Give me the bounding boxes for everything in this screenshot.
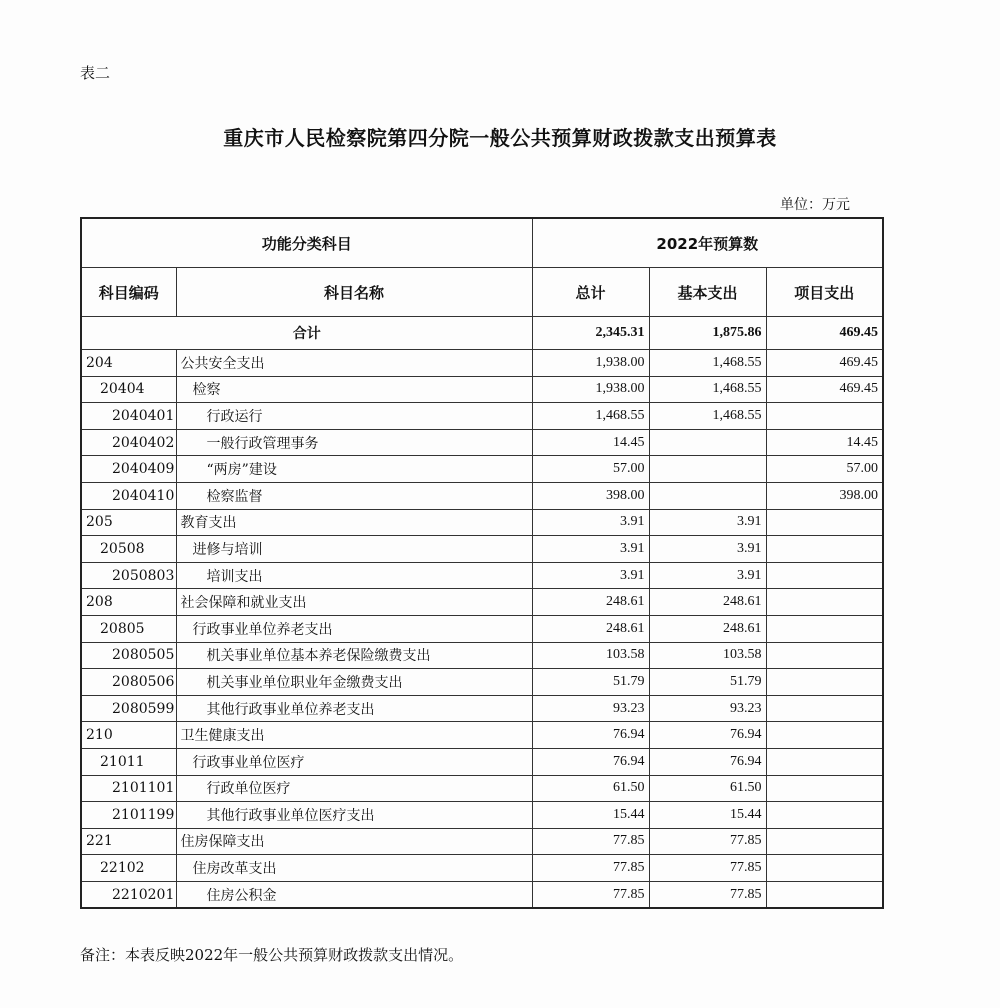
table-row [81, 350, 883, 377]
code-cell: 210 [81, 722, 176, 749]
table-row [81, 828, 883, 855]
total-total-cell: 2,345.31 [532, 317, 649, 350]
total-header: 总计 [532, 268, 649, 317]
name-cell: 机关事业单位基本养老保险缴费支出 [176, 642, 532, 669]
name-cell: 检察 [176, 376, 532, 403]
name-cell: “两房”建设 [176, 456, 532, 483]
basic-cell: 77.85 [649, 881, 766, 908]
table-row [81, 642, 883, 669]
basic-cell: 15.44 [649, 802, 766, 829]
footnote: 备注：本表反映2022年一般公共预算财政拨款支出情况。 [80, 946, 464, 964]
code-cell: 2040410 [81, 482, 176, 509]
table-row [81, 536, 883, 563]
code-cell: 2210201 [81, 881, 176, 908]
total-cell: 3.91 [532, 509, 649, 536]
header-row-2 [81, 268, 883, 317]
basic-cell: 103.58 [649, 642, 766, 669]
name-header: 科目名称 [176, 268, 532, 317]
basic-cell: 248.61 [649, 589, 766, 616]
table-row [81, 482, 883, 509]
basic-cell: 51.79 [649, 669, 766, 696]
code-cell: 20508 [81, 536, 176, 563]
total-project-cell: 469.45 [766, 317, 883, 350]
code-cell: 208 [81, 589, 176, 616]
total-cell: 77.85 [532, 881, 649, 908]
table-row [81, 669, 883, 696]
total-cell: 93.23 [532, 695, 649, 722]
code-cell: 21011 [81, 748, 176, 775]
code-cell: 2050803 [81, 562, 176, 589]
total-basic-cell: 1,875.86 [649, 317, 766, 350]
total-cell: 57.00 [532, 456, 649, 483]
name-cell: 检察监督 [176, 482, 532, 509]
table-row [81, 429, 883, 456]
name-cell: 其他行政事业单位养老支出 [176, 695, 532, 722]
total-label: 合计 [81, 317, 532, 350]
basic-cell: 1,468.55 [649, 403, 766, 430]
project-cell: 469.45 [766, 350, 883, 377]
basic-cell: 3.91 [649, 536, 766, 563]
basic-cell: 1,468.55 [649, 376, 766, 403]
project-cell [766, 562, 883, 589]
code-cell: 22102 [81, 855, 176, 882]
table-row [81, 722, 883, 749]
table-row [81, 509, 883, 536]
total-cell: 248.61 [532, 615, 649, 642]
name-cell: 培训支出 [176, 562, 532, 589]
basic-cell: 3.91 [649, 562, 766, 589]
project-cell [766, 642, 883, 669]
project-cell: 57.00 [766, 456, 883, 483]
project-cell: 14.45 [766, 429, 883, 456]
code-cell: 20805 [81, 615, 176, 642]
table-row [81, 775, 883, 802]
project-cell [766, 748, 883, 775]
name-cell: 行政事业单位养老支出 [176, 615, 532, 642]
basic-cell: 93.23 [649, 695, 766, 722]
code-cell: 2040402 [81, 429, 176, 456]
total-cell: 1,468.55 [532, 403, 649, 430]
basic-cell: 76.94 [649, 722, 766, 749]
code-cell: 2080599 [81, 695, 176, 722]
code-cell: 2040409 [81, 456, 176, 483]
unit-label: 单位：万元 [780, 197, 850, 213]
basic-cell: 76.94 [649, 748, 766, 775]
basic-cell: 248.61 [649, 615, 766, 642]
code-cell: 2101199 [81, 802, 176, 829]
code-cell: 205 [81, 509, 176, 536]
total-cell: 76.94 [532, 748, 649, 775]
name-cell: 机关事业单位职业年金缴费支出 [176, 669, 532, 696]
project-cell: 398.00 [766, 482, 883, 509]
basic-cell [649, 456, 766, 483]
total-cell: 3.91 [532, 536, 649, 563]
code-header: 科目编码 [81, 268, 176, 317]
name-cell: 住房公积金 [176, 881, 532, 908]
project-cell [766, 722, 883, 749]
project-cell [766, 615, 883, 642]
total-cell: 61.50 [532, 775, 649, 802]
total-cell: 3.91 [532, 562, 649, 589]
basic-cell [649, 429, 766, 456]
project-cell [766, 881, 883, 908]
name-cell: 行政运行 [176, 403, 532, 430]
name-cell: 住房改革支出 [176, 855, 532, 882]
basic-cell: 1,468.55 [649, 350, 766, 377]
table-row [81, 802, 883, 829]
table-row [81, 589, 883, 616]
basic-header: 基本支出 [649, 268, 766, 317]
basic-cell: 77.85 [649, 855, 766, 882]
project-cell [766, 403, 883, 430]
table-row [81, 376, 883, 403]
code-cell: 2080506 [81, 669, 176, 696]
table-row [81, 456, 883, 483]
table-row [81, 615, 883, 642]
total-cell: 1,938.00 [532, 376, 649, 403]
header-row-1 [81, 218, 883, 268]
total-cell: 14.45 [532, 429, 649, 456]
table-row [81, 881, 883, 908]
code-cell: 2080505 [81, 642, 176, 669]
table-body [81, 317, 883, 909]
code-cell: 2040401 [81, 403, 176, 430]
total-cell: 15.44 [532, 802, 649, 829]
total-cell: 1,938.00 [532, 350, 649, 377]
project-cell [766, 589, 883, 616]
budget-table [80, 217, 884, 909]
total-cell: 103.58 [532, 642, 649, 669]
code-cell: 221 [81, 828, 176, 855]
basic-cell [649, 482, 766, 509]
total-cell: 248.61 [532, 589, 649, 616]
name-cell: 行政事业单位医疗 [176, 748, 532, 775]
table-row [81, 695, 883, 722]
table-row [81, 748, 883, 775]
project-header: 项目支出 [766, 268, 883, 317]
code-cell: 20404 [81, 376, 176, 403]
total-cell: 77.85 [532, 828, 649, 855]
name-cell: 其他行政事业单位医疗支出 [176, 802, 532, 829]
name-cell: 行政单位医疗 [176, 775, 532, 802]
project-cell [766, 802, 883, 829]
name-cell: 教育支出 [176, 509, 532, 536]
total-cell: 76.94 [532, 722, 649, 749]
total-cell: 77.85 [532, 855, 649, 882]
name-cell: 社会保障和就业支出 [176, 589, 532, 616]
project-cell: 469.45 [766, 376, 883, 403]
basic-cell: 3.91 [649, 509, 766, 536]
name-cell: 一般行政管理事务 [176, 429, 532, 456]
total-cell: 398.00 [532, 482, 649, 509]
function-class-header: 功能分类科目 [81, 218, 532, 268]
project-cell [766, 536, 883, 563]
table-row [81, 855, 883, 882]
name-cell: 公共安全支出 [176, 350, 532, 377]
name-cell: 卫生健康支出 [176, 722, 532, 749]
name-cell: 进修与培训 [176, 536, 532, 563]
total-row [81, 317, 883, 350]
total-cell: 51.79 [532, 669, 649, 696]
code-cell: 204 [81, 350, 176, 377]
basic-cell: 61.50 [649, 775, 766, 802]
project-cell [766, 828, 883, 855]
project-cell [766, 775, 883, 802]
budget-year-header: 2022年预算数 [532, 218, 883, 268]
project-cell [766, 509, 883, 536]
table-label: 表二 [80, 64, 111, 82]
project-cell [766, 855, 883, 882]
basic-cell: 77.85 [649, 828, 766, 855]
table-row [81, 562, 883, 589]
table-row [81, 403, 883, 430]
name-cell: 住房保障支出 [176, 828, 532, 855]
page-title: 重庆市人民检察院第四分院一般公共预算财政拨款支出预算表 [223, 126, 777, 150]
project-cell [766, 695, 883, 722]
code-cell: 2101101 [81, 775, 176, 802]
project-cell [766, 669, 883, 696]
